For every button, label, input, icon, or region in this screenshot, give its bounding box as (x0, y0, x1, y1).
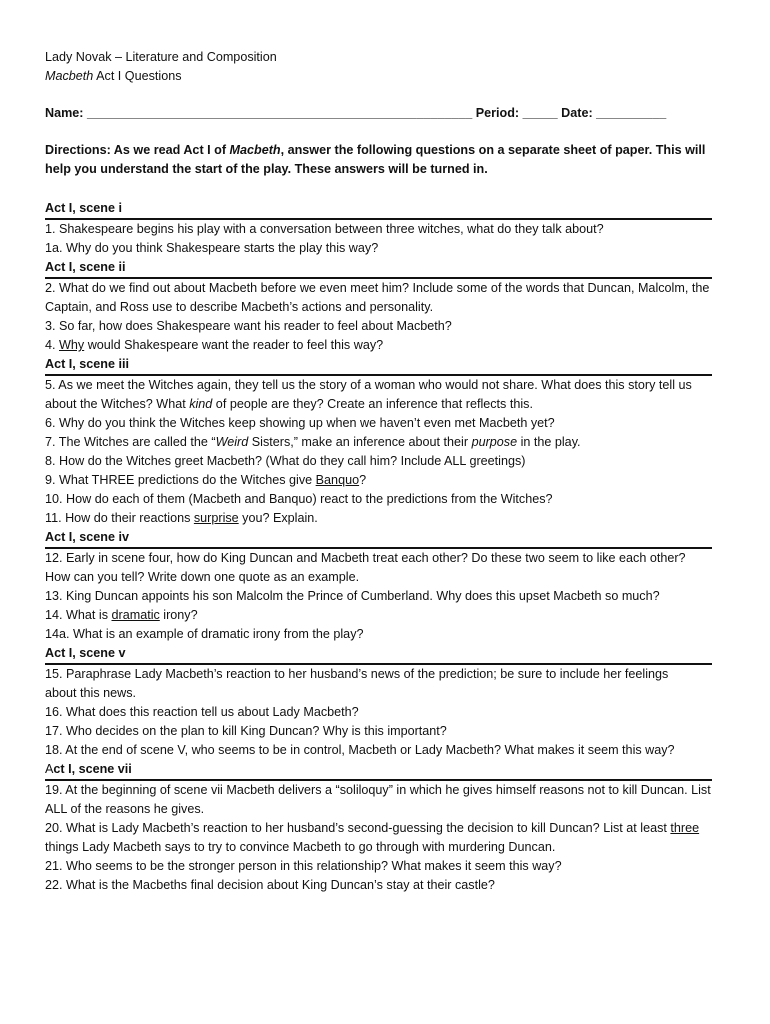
q20-text-2: things Lady Macbeth says to try to convince Macbeth to go through with murdering Duncan. (45, 840, 556, 854)
question-16: 16. What does this reaction tell us about Lady Macbeth? (45, 705, 359, 719)
question-4 (45, 336, 726, 355)
section-title-scene-iv: Act I, scene iv (45, 530, 129, 544)
q20-text-1: 20. What is Lady Macbeth’s reaction to her husband’s second-guessing the decision to kill Duncan? List at least (45, 821, 671, 835)
question-3: 3. So far, how does Shakespeare want his reader to feel about Macbeth? (45, 319, 452, 333)
q7-text-3: in the play. (517, 435, 581, 449)
section-title-scene-i: Act I, scene i (45, 201, 122, 215)
q9-text-2: ? (359, 473, 367, 487)
directions-text-2: , answer the following questions on a separate sheet of paper. This will help you understand the start of the play. These answers will be turned in. (45, 143, 706, 176)
q5-text-2: of people are they? Create an inference that reflects this. (212, 397, 533, 411)
section-title-scene-ii: Act I, scene ii (45, 260, 126, 274)
question-15: 15. Paraphrase Lady Macbeth’s reaction to her husband’s news of the prediction; be sure to include her feelings about this news. (45, 667, 669, 700)
date-label: Date: (557, 106, 597, 120)
directions-text-1: Directions: As we read Act I of (45, 143, 230, 157)
question-12: 12. Early in scene four, how do King Duncan and Macbeth treat each other? Do these two seem to like each other? How can you tell? Write down one quote as an example. (45, 551, 686, 584)
q9-underlined: Banquo (315, 473, 360, 487)
q9-text-1: 9. What THREE predictions do the Witches give (45, 473, 316, 487)
q11-underlined: surprise (193, 511, 239, 525)
question-5 (45, 376, 725, 414)
q20-underlined: three (670, 821, 700, 835)
question-9 (45, 471, 726, 490)
title-play-name: Macbeth (45, 69, 94, 83)
q7-italic-1: Weird (215, 435, 249, 449)
question-18: 18. At the end of scene V, who seems to be in control, Macbeth or Lady Macbeth? What makes it seem this way? (45, 743, 675, 757)
question-21: 21. Who seems to be the stronger person in this relationship? What makes it seem this way? (45, 859, 562, 873)
q11-text-2: you? Explain. (238, 511, 318, 525)
question-1: 1. Shakespeare begins his play with a conversation between three witches, what do they talk about? (45, 222, 604, 236)
question-6: 6. Why do you think the Witches keep showing up when we haven’t even met Macbeth yet? (45, 416, 555, 430)
scene-vii-title-b: ct I, scene vii (53, 762, 132, 776)
question-14a: 14a. What is an example of dramatic irony from the play? (45, 627, 364, 641)
name-blank[interactable]: _______________________________________________________ (87, 106, 473, 120)
worksheet-title (45, 67, 726, 86)
q11-text-1: 11. How do their reactions (45, 511, 194, 525)
q4-text-2: would Shakespeare want the reader to feel this way? (84, 338, 384, 352)
course-line: Lady Novak – Literature and Composition (45, 50, 277, 64)
period-blank[interactable]: _____ (522, 106, 558, 120)
question-8: 8. How do the Witches greet Macbeth? (What do they call him? Include ALL greetings) (45, 454, 526, 468)
q14-text-1: 14. What is (45, 608, 112, 622)
name-period-date-line (45, 104, 726, 123)
q14-underlined: dramatic (111, 608, 160, 622)
q14-text-2: irony? (159, 608, 198, 622)
section-title-scene-v: Act I, scene v (45, 646, 126, 660)
question-20 (45, 819, 730, 857)
question-22: 22. What is the Macbeths final decision about King Duncan’s stay at their castle? (45, 878, 495, 892)
question-7 (45, 433, 726, 452)
name-label: Name: (45, 106, 87, 120)
q4-underlined: Why (59, 338, 85, 352)
question-10: 10. How do each of them (Macbeth and Banquo) react to the predictions from the Witches? (45, 492, 553, 506)
period-label: Period: (472, 106, 523, 120)
q7-italic-2: purpose (471, 435, 518, 449)
title-rest: Act I Questions (93, 69, 182, 83)
q7-text-2: Sisters,” make an inference about their (248, 435, 472, 449)
scene-vii-title-a: A (45, 762, 54, 776)
directions (45, 141, 721, 179)
question-2: 2. What do we find out about Macbeth before we even meet him? Include some of the words that Duncan, Malcolm, the Captain, and Ross use to describe Macbeth’s actions and personality. (45, 281, 710, 314)
q5-italic: kind (189, 397, 213, 411)
question-1a: 1a. Why do you think Shakespeare starts the play this way? (45, 241, 379, 255)
question-13: 13. King Duncan appoints his son Malcolm the Prince of Cumberland. Why does this upset Macbeth so much? (45, 589, 660, 603)
q7-text-1: 7. The Witches are called the “ (45, 435, 216, 449)
directions-play-name: Macbeth (229, 143, 281, 157)
date-blank[interactable]: __________ (596, 106, 667, 120)
question-17: 17. Who decides on the plan to kill King Duncan? Why is this important? (45, 724, 447, 738)
q4-text-1: 4. (45, 338, 60, 352)
section-title-scene-iii: Act I, scene iii (45, 357, 129, 371)
section-title-scene-vii (45, 760, 726, 779)
question-11 (45, 509, 726, 528)
question-19: 19. At the beginning of scene vii Macbeth delivers a “soliloquy” in which he gives himself reasons not to kill Duncan. List ALL of the reasons he gives. (45, 783, 711, 816)
q5-text-1: 5. As we meet the Witches again, they tell us the story of a woman who would not share. What does this story tell us about the Witches? What (45, 378, 692, 411)
question-14 (45, 606, 726, 625)
